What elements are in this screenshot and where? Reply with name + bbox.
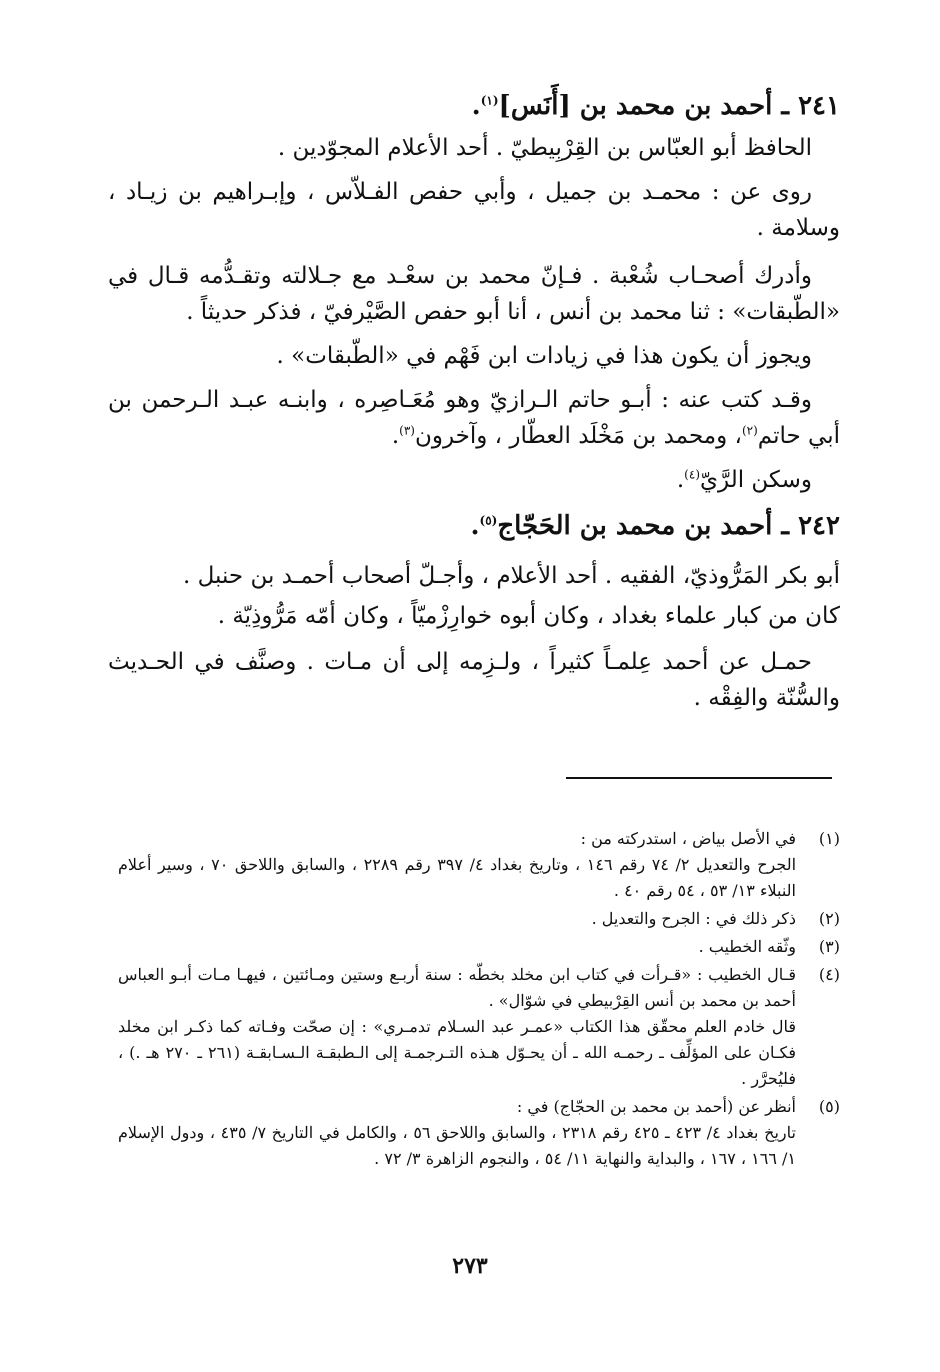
title-end: . <box>471 91 481 121</box>
entry-241-line3: وأدرك أصحـاب شُعْبة . فـإنّ محمد بن سعْـد مع جـلالته وتقـدُّمه قـال في «الطّبقات» : ثنا محمد بن أنس ، أنا أبو حفص الصَّيْرفيّ ، فذكر حديثاً . <box>108 263 840 325</box>
entry-241-title-text: ٢٤١ ـ أحمد بن محمد بن [أَنَس] <box>498 91 840 121</box>
entry-241-line2: روى عن : محمـد بن جميل ، وأبي حفص الفـلاّس ، وإبـراهيم بن زيـاد ، وسلامة . <box>108 179 840 241</box>
footnote-3 <box>118 934 840 960</box>
footnote-body <box>118 934 796 960</box>
footnotes <box>118 826 840 1174</box>
footnote-ref-5: (٥) <box>479 513 498 528</box>
footnote-separator <box>566 777 832 779</box>
footnote-ref-1: (١) <box>480 93 499 108</box>
footnote-4 <box>118 962 840 1092</box>
footnote-body <box>118 826 796 904</box>
line5-part-b: ، ومحمد بن مَخْلَد العطّار ، وآخرون <box>414 423 742 449</box>
entry-242-line3: حمـل عن أحمد عِلمـاً كثيراً ، ولـزِمه إلى أن مـات . وصنَّف في الحـديث والسُّنّة والفِقْه . <box>108 649 840 711</box>
footnote-number: (٤) <box>818 965 840 984</box>
footnote-line: ذكر ذلك في : الجرح والتعديل . <box>591 909 796 928</box>
footnote-line: الجرح والتعديل ٢/ ٧٤ رقم ١٤٦ ، وتاريخ بغداد ٤/ ٣٩٧ رقم ٢٢٨٩ ، والسابق واللاحق ٧٠ ، وسير أعلام النبلاء ١٣/ ٥٣ ، ٥٤ رقم ٤٠ . <box>118 855 797 900</box>
footnote-ref-2: (٢) <box>741 423 758 438</box>
line5-part-c: . <box>391 423 400 449</box>
page-number: ٢٧٣ <box>452 1253 488 1279</box>
footnote-5 <box>118 1094 840 1172</box>
line6-part-b: . <box>676 467 685 493</box>
footnote-line: أنظر عن (أحمد بن محمد بن الحجّاج) في : <box>516 1097 796 1116</box>
entry-241-line6 <box>108 462 840 498</box>
footnote-2 <box>118 906 840 932</box>
footnote-number: (٣) <box>818 937 840 956</box>
line5-part-a: وقـد كتب عنه : أبـو حاتم الـرازيّ وهو مُعَـاصِره ، وابنـه عبـد الـرحمن بن أبي حاتم <box>108 387 840 449</box>
entry-241-title <box>108 88 840 124</box>
footnote-1 <box>118 826 840 904</box>
entry-242-line1: أبو بكر المَرُّوذيّ، الفقيه . أحد الأعلام ، وأجـلّ أصحاب أحمـد بن حنبل . <box>183 563 840 589</box>
footnote-body <box>118 962 796 1092</box>
footnote-number: (٥) <box>818 1097 840 1116</box>
entry-242-title-text: ٢٤٢ ـ أحمد بن محمد بن الحَجّاج <box>497 511 840 541</box>
line6-part-a: وسكن الرَّيّ <box>700 467 812 493</box>
entry-241-line1: الحافظ أبو العبّاس بن القِرْبِيطيّ . أحد الأعلام المجوّدين . <box>277 135 812 161</box>
entry-242-line2: كان من كبار علماء بغداد ، وكان أبوه خوارِزْميّاً ، وكان أمّه مَرُّوذِيّة . <box>217 603 840 629</box>
footnote-line: في الأصل بياض ، استدركته من : <box>580 829 796 848</box>
entry-242-title <box>108 508 840 544</box>
footnote-line: قال خادم العلم محقّق هذا الكتاب «عمـر عبد السـلام تدمـري» : إن صحّت وفـاته كما ذكـر ابن مخلد فكـان على المؤلِّف ـ رحمـه الله ـ أن يحـوّل هـذه التـرجمـة إلى الـطبقـة الـسـابقـة (٢٦١ ـ ٢٧٠ هـ .) ، فليُحرَّر . <box>118 1017 797 1088</box>
footnote-ref-3: (٣) <box>399 423 415 438</box>
footnote-line: قـال الخطيب : «قـرأت في كتاب ابن مخلد بخطّه : سنة أربـع وستين ومـائتين ، فيهـا مـات أبـو العباس أحمد بن محمد بن أنس القِرْبيطي في شوّال» . <box>118 965 796 1010</box>
footnote-body <box>118 906 796 932</box>
title-end: . <box>470 511 480 541</box>
main-text <box>108 88 840 724</box>
footnote-ref-4: (٤) <box>684 467 700 482</box>
entry-241-line5 <box>108 382 840 454</box>
footnote-number: (١) <box>818 829 840 848</box>
footnote-line: وثّقه الخطيب . <box>698 937 796 956</box>
footnote-line: تاريخ بغداد ٤/ ٤٢٣ ـ ٤٢٥ رقم ٢٣١٨ ، والسابق واللاحق ٥٦ ، والكامل في التاريخ ٧/ ٤٣٥ ، ودول الإسلام ١/ ١٦٦ ، ١٦٧ ، والبداية والنهاية ١١/ ٥٤ ، والنجوم الزاهرة ٣/ ٧٢ . <box>118 1123 796 1168</box>
footnote-body <box>118 1094 796 1172</box>
entry-241-line4: ويجوز أن يكون هذا في زيادات ابن فَهْم في «الطّبقات» . <box>276 343 812 369</box>
footnote-number: (٢) <box>818 909 840 928</box>
